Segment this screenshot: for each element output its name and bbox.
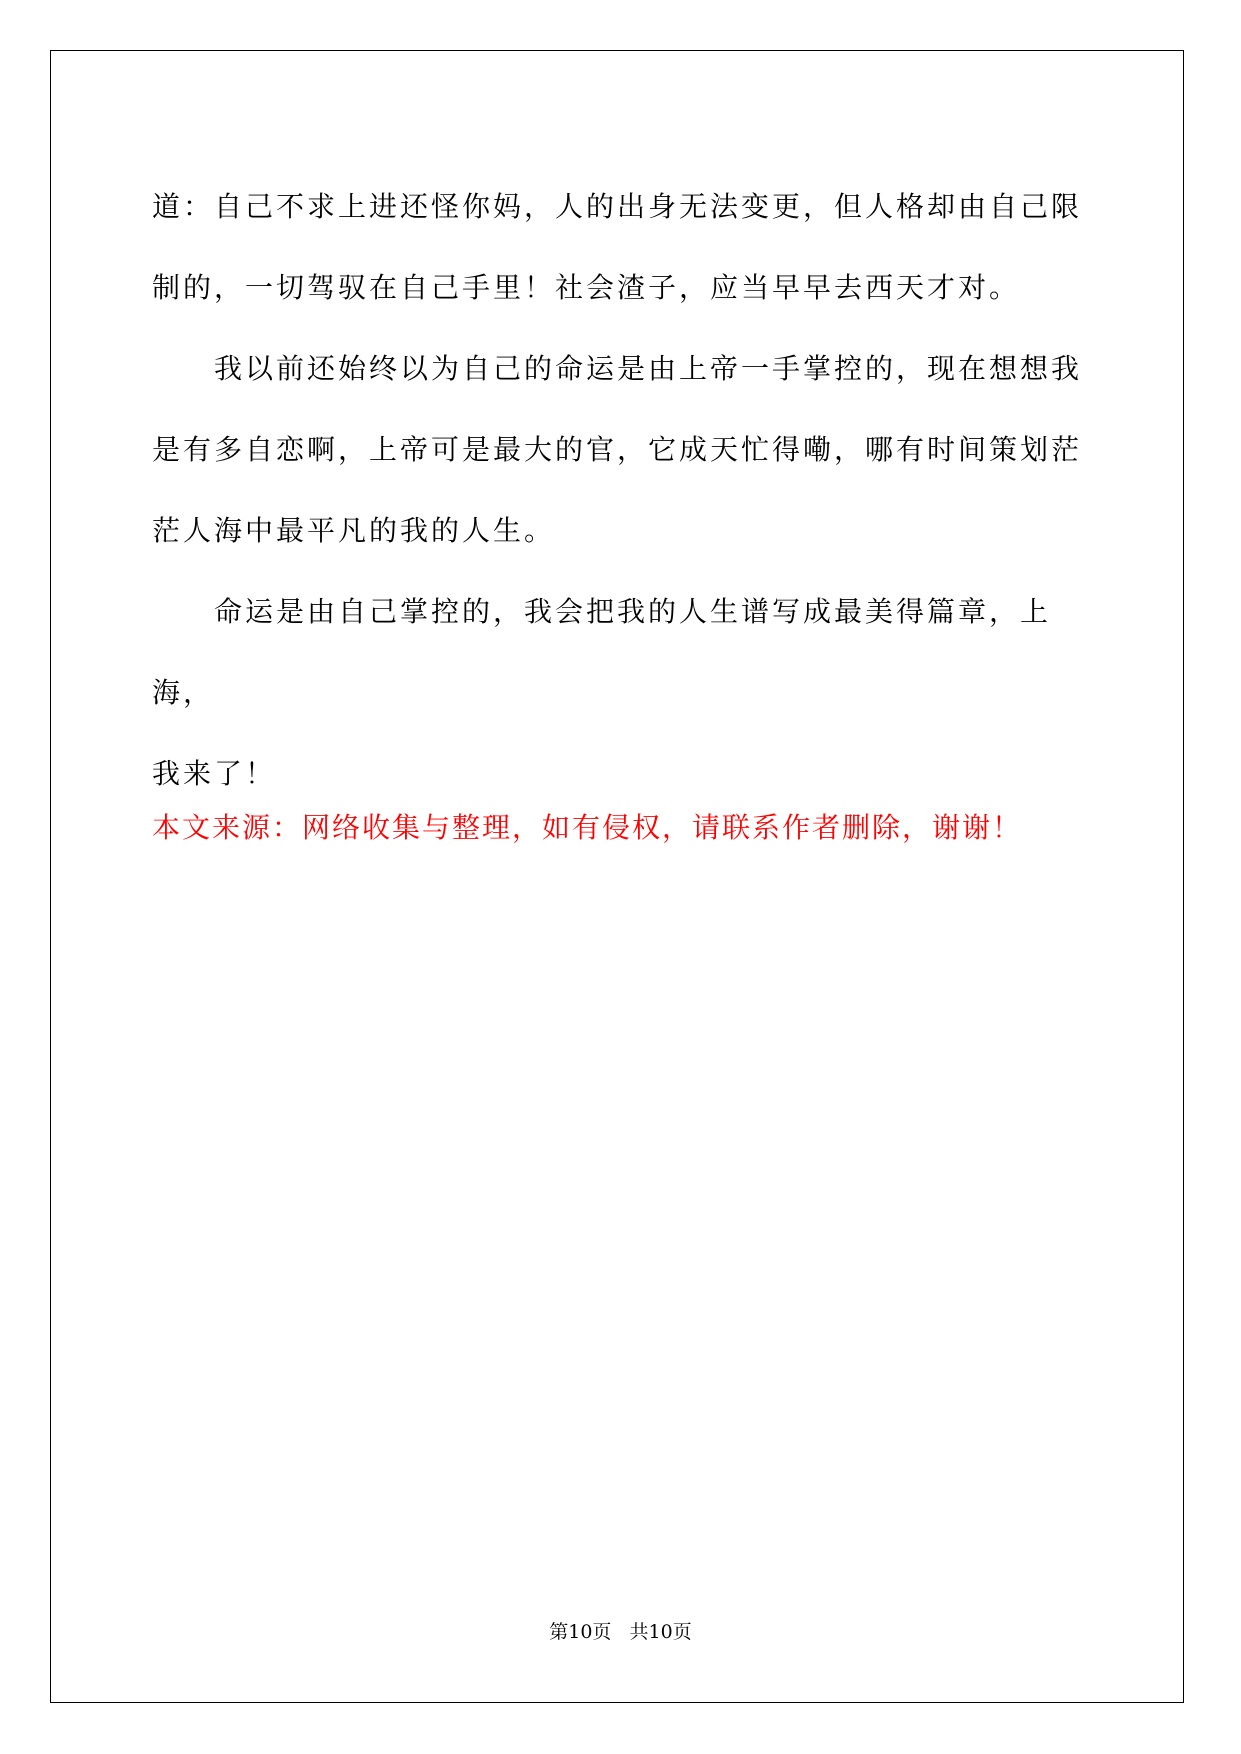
paragraph-line: 我来了！: [152, 757, 277, 790]
page-number-footer: 第10页 共10页: [549, 1621, 692, 1643]
document-body: [152, 166, 1097, 814]
paragraph-line: 制的，一切驾驭在自己手里！社会渣子，应当早早去西天才对。: [152, 271, 1021, 304]
paragraph-line: 我以前还始终以为自己的命运是由上帝一手掌控的，现在想想我: [214, 352, 1083, 385]
paragraph-3: [152, 571, 1097, 814]
paragraph-line: 命运是由自己掌控的，我会把我的人生谱写成最美得篇章，上海，: [152, 595, 1052, 709]
paragraph-2: [152, 328, 1097, 571]
paragraph-1: [152, 166, 1097, 328]
source-notice: 本文来源：网络收集与整理，如有侵权，请联系作者删除，谢谢！: [152, 811, 1023, 844]
paragraph-line: 是有多自恋啊，上帝可是最大的官，它成天忙得嘞，哪有时间策划茫: [152, 433, 1083, 466]
paragraph-line: 茫人海中最平凡的我的人生。: [152, 514, 556, 547]
paragraph-line: 道：自己不求上进还怪你妈，人的出身无法变更，但人格却由自己限: [152, 190, 1083, 223]
